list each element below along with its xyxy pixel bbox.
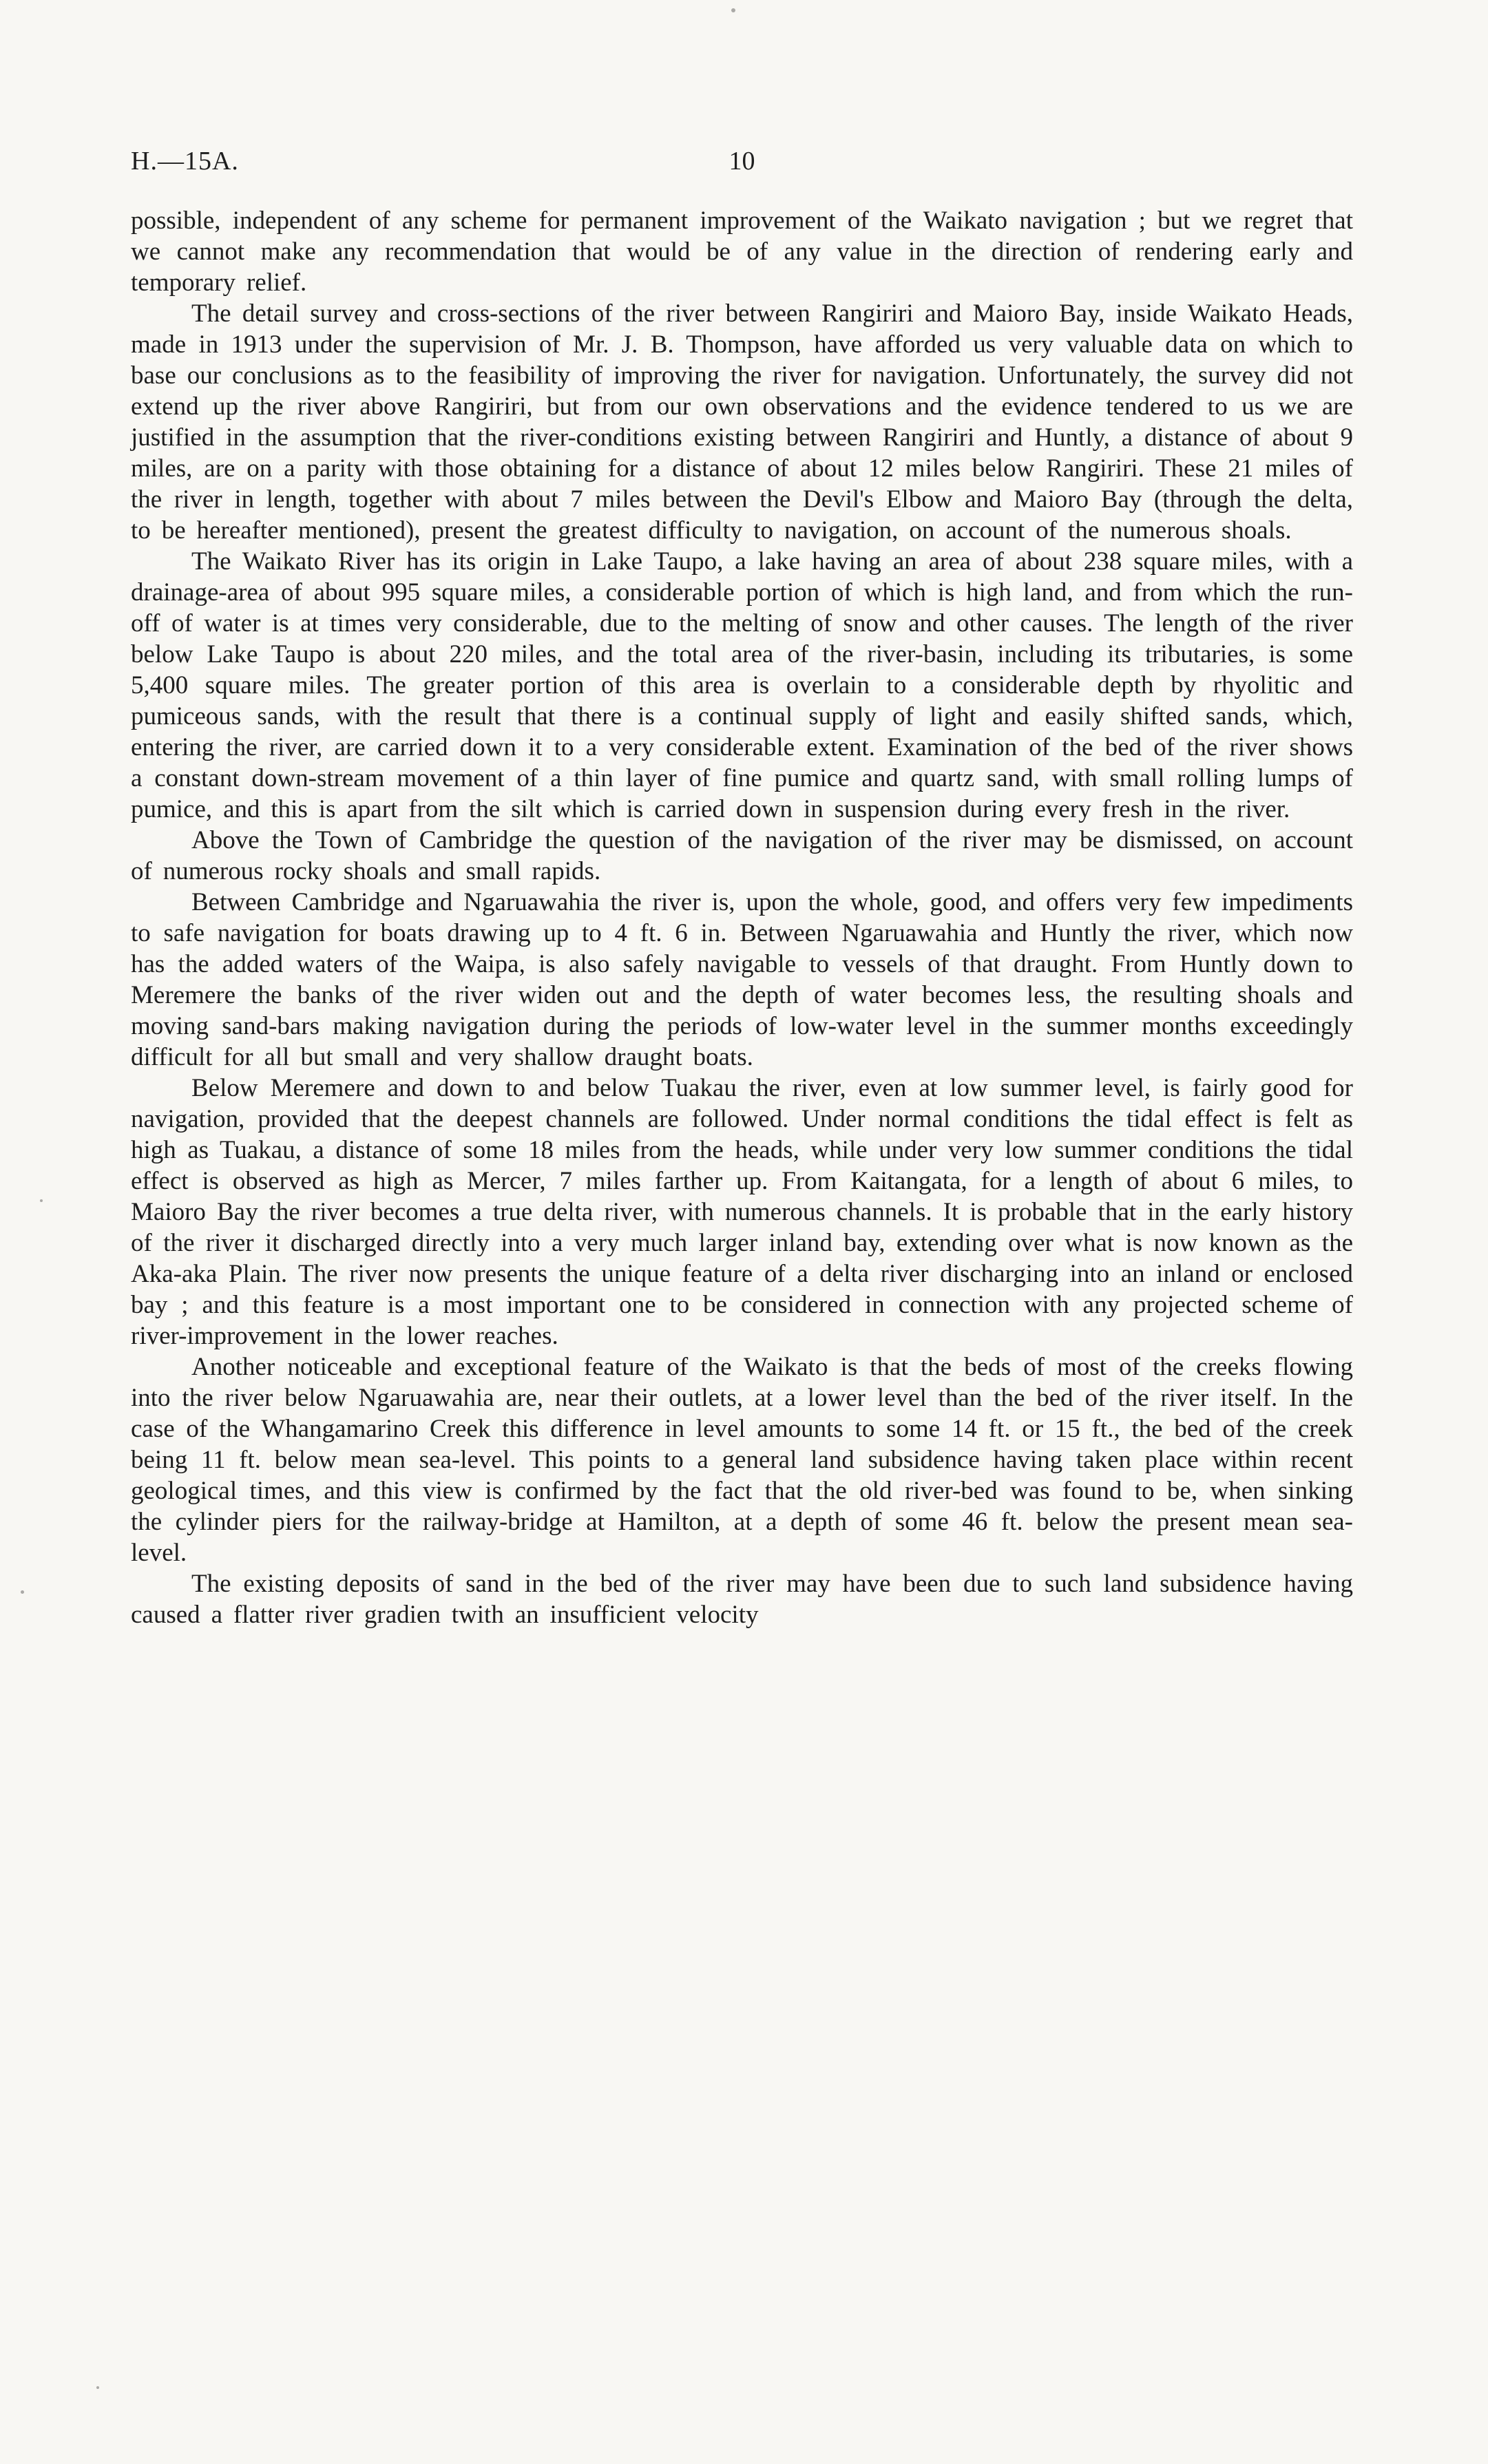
paragraph: The Waikato River has its origin in Lake Taupo, a lake having an area of about 238 square miles, with a drainage-area of about 995 square miles, a considerable portion of which is high land, and from which the run-off of water is at times very considerable, due to the melting of snow and other causes. The length of the river below Lake Taupo is about 220 miles, and the total area of the river-basin, including its tributaries, is some 5,400 square miles. The greater portion of this area is overlain to a considerable depth by rhyolitic and pumiceous sands, with the result that there is a continual supply of light and easily shifted sands, which, entering the river, are carried down it to a very considerable extent. Examination of the bed of the river shows a constant down-stream movement of a thin layer of fine pumice and quartz sand, with small rolling lumps of pumice, and this is apart from the silt which is carried down in suspension during every fresh in the river. <box>131 547 1353 823</box>
paragraph: Below Meremere and down to and below Tuakau the river, even at low summer level, is fairly good for navigation, provided that the deepest channels are followed. Under normal conditions the tidal effect is felt as high as Tuakau, a distance of some 18 miles from the heads, while under very low summer conditions the tidal effect is observed as high as Mercer, 7 miles farther up. From Kaitangata, for a length of about 6 miles, to Maioro Bay the river becomes a true delta river, with numerous channels. It is probable that in the early history of the river it discharged directly into a very much larger inland bay, extending over what is now known as the Aka-aka Plain. The river now presents the unique feature of a delta river discharging into an inland or enclosed bay ; and this feature is a most important one to be considered in connection with any projected scheme of river-improvement in the lower reaches. <box>131 1074 1353 1350</box>
paragraph-continuation: possible, independent of any scheme for permanent improvement of the Waikato navigation ; but we regret that we cannot make any recommendation that would be of any value in the direction of rendering early and temporary relief. <box>131 207 1353 297</box>
page-number: 10 <box>729 147 755 176</box>
scan-artifact <box>40 1199 43 1202</box>
document-reference: H.—15A. <box>131 147 239 176</box>
scan-artifact <box>21 1590 24 1594</box>
paragraph: The detail survey and cross-sections of the river between Rangiriri and Maioro Bay, inside Waikato Heads, made in 1913 under the supervision of Mr. J. B. Thompson, have afforded us very valuable data on which to base our conclusions as to the feasibility of improving the river for navigation. Unfortunately, the survey did not extend up the river above Rangiriri, but from our own observations and the evidence tendered to us we are justified in the assumption that the river-conditions existing between Rangiriri and Huntly, a distance of about 9 miles, are on a parity with those obtaining for a distance of about 12 miles below Rangiriri. These 21 miles of the river in length, together with about 7 miles between the Devil's Elbow and Maioro Bay (through the delta, to be hereafter mentioned), present the greatest difficulty to navigation, on account of the numerous shoals. <box>131 299 1353 545</box>
paragraph: Above the Town of Cambridge the question of the navigation of the river may be dismissed, on account of numerous rocky shoals and small rapids. <box>131 826 1353 885</box>
paragraph: The existing deposits of sand in the bed of the river may have been due to such land subsidence having caused a flatter river gradien twith an insufficient velocity <box>131 1570 1353 1629</box>
page-header <box>131 146 1353 180</box>
scan-artifact <box>96 2386 99 2389</box>
document-body <box>131 205 1353 1630</box>
paragraph: Between Cambridge and Ngaruawahia the river is, upon the whole, good, and offers very few impediments to safe navigation for boats drawing up to 4 ft. 6 in. Between Ngaruawahia and Huntly the river, which now has the added waters of the Waipa, is also safely navigable to vessels of that draught. From Huntly down to Meremere the banks of the river widen out and the depth of water becomes less, the resulting shoals and moving sand-bars making navigation during the periods of low-water level in the summer months exceedingly difficult for all but small and very shallow draught boats. <box>131 888 1353 1071</box>
paragraph: Another noticeable and exceptional feature of the Waikato is that the beds of most of the creeks flowing into the river below Ngaruawahia are, near their outlets, at a lower level than the bed of the river itself. In the case of the Whangamarino Creek this difference in level amounts to some 14 ft. or 15 ft., the bed of the creek being 11 ft. below mean sea-level. This points to a general land subsidence having taken place within recent geological times, and this view is confirmed by the fact that the old river-bed was found to be, when sinking the cylinder piers for the railway-bridge at Hamilton, at a depth of some 46 ft. below the present mean sea-level. <box>131 1353 1353 1567</box>
scan-artifact <box>731 8 735 12</box>
